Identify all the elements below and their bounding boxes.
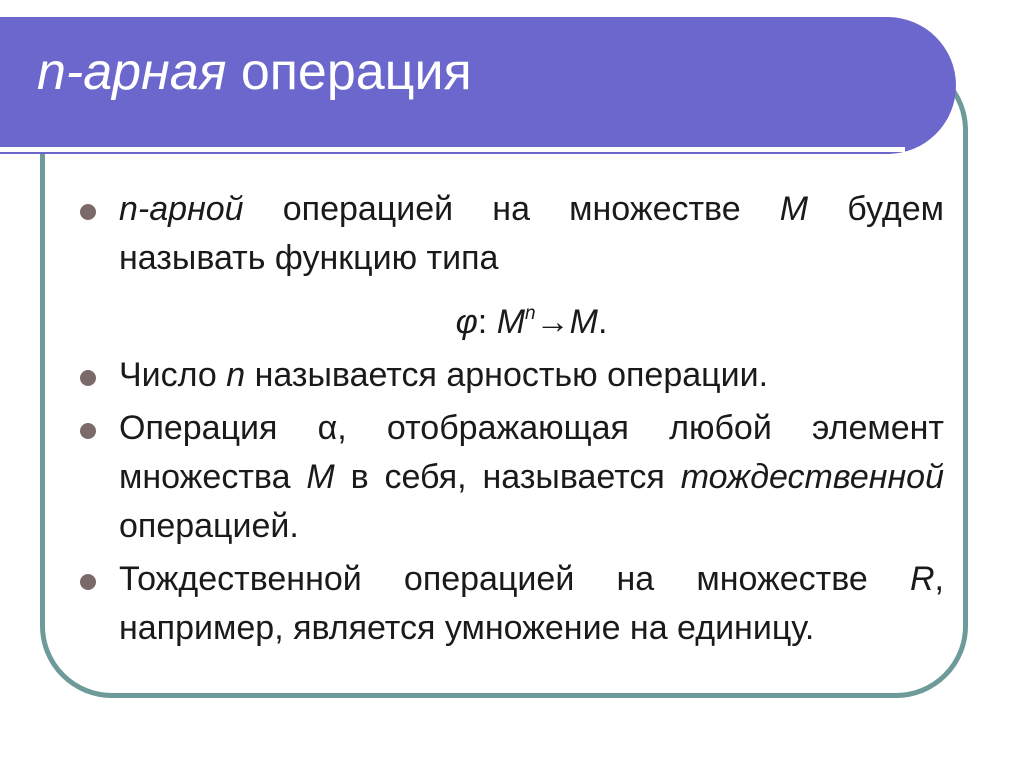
bullet-text: операцией на множестве [243, 190, 780, 228]
bullet-item [80, 555, 944, 653]
formula-base: M [496, 303, 526, 341]
bullet-italic: -арной [137, 190, 244, 228]
bullet-set: M [306, 458, 335, 496]
slide-title [37, 43, 472, 101]
formula-exponent: n [525, 303, 536, 324]
bullet-set: M [779, 190, 809, 228]
bullet-var: n [119, 190, 138, 228]
formula-phi: φ [455, 303, 478, 341]
title-italic: -арная [65, 43, 227, 101]
formula-colon: : [477, 303, 497, 341]
bullet-item [80, 351, 944, 400]
bullet-text: в себя, называется [334, 458, 681, 496]
bullet-dot-icon [80, 423, 96, 439]
bullet-set: R [909, 560, 935, 598]
bullet-item [80, 185, 944, 283]
bullet-dot-icon [80, 574, 96, 590]
formula-end: . [597, 303, 608, 341]
bullet-text: Число [119, 356, 227, 394]
title-rest: операция [226, 43, 472, 101]
bullet-dot-icon [80, 204, 96, 220]
bullet-list [80, 185, 944, 653]
bullet-italic: тождественной [680, 458, 944, 496]
formula [80, 289, 944, 347]
bullet-text: , например, является умножение на единицу. [119, 560, 944, 647]
formula-target: M [569, 303, 598, 341]
title-underline [0, 147, 905, 152]
bullet-text: Тождественной операцией на множестве [119, 560, 910, 598]
bullet-text: называется арностью операции. [245, 356, 769, 394]
formula-arrow: → [535, 303, 570, 341]
bullet-text: операцией. [119, 507, 299, 545]
bullet-var: n [226, 356, 246, 394]
title-var: n [37, 43, 66, 101]
bullet-dot-icon [80, 370, 96, 386]
bullet-item [80, 404, 944, 551]
bullet-text: будем называть функцию типа [119, 190, 944, 277]
bullet-text: Операция α, отображающая любой элемент множества [119, 409, 944, 496]
